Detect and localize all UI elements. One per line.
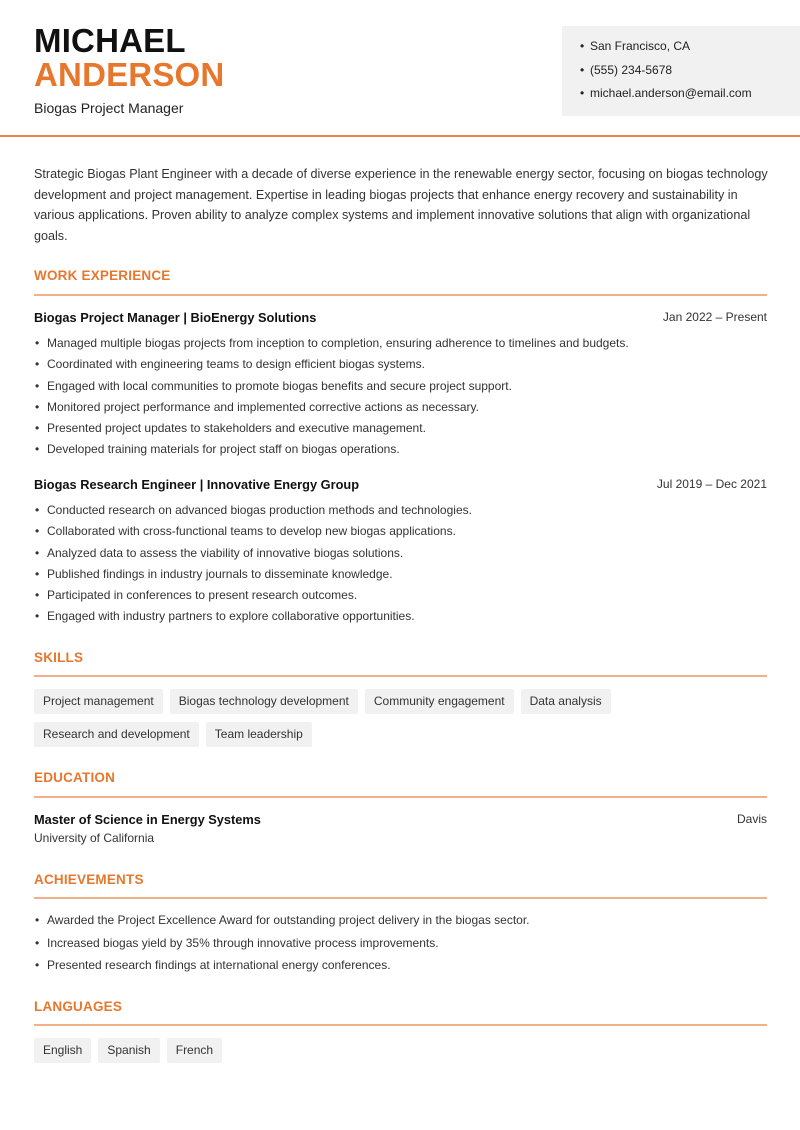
skill-tag: Project management — [34, 689, 163, 714]
job-dates: Jan 2022 – Present — [662, 310, 767, 324]
list-item: • Engaged with industry partners to explore collaborative opportunities. — [34, 609, 767, 630]
section-divider — [34, 294, 767, 296]
list-item: • Collaborated with cross-functional teams to develop new biogas applications. — [34, 524, 767, 545]
list-item: • Participated in conferences to present research outcomes. — [34, 588, 767, 609]
resume-header — [0, 0, 800, 137]
job-role: Biogas Project Manager | BioEnergy Solutions — [34, 310, 317, 325]
section-title-achievements: ACHIEVEMENTS — [34, 872, 144, 887]
section-title-skills: SKILLS — [34, 650, 84, 665]
job-dates: Jul 2019 – Dec 2021 — [656, 477, 767, 491]
list-item: • Analyzed data to assess the viability of innovative biogas solutions. — [34, 546, 767, 567]
job-role: Biogas Research Engineer | Innovative Energy Group — [34, 477, 360, 492]
job-bullets — [34, 336, 767, 464]
section-divider — [34, 1024, 767, 1026]
job-title: Biogas Project Manager — [34, 100, 184, 116]
list-item: • Coordinated with engineering teams to design efficient biogas systems. — [34, 357, 767, 378]
first-name: MICHAEL — [34, 22, 186, 59]
language-tag: English — [34, 1038, 91, 1063]
job-header — [34, 310, 767, 325]
section-divider — [34, 796, 767, 798]
list-item: • Presented project updates to stakeholders and executive management. — [34, 421, 767, 442]
job-header — [34, 477, 767, 492]
language-tag: Spanish — [98, 1038, 159, 1063]
contact-email: • michael.anderson@email.com — [580, 85, 800, 109]
section-title-education: EDUCATION — [34, 770, 116, 785]
section-title-languages: LANGUAGES — [34, 999, 123, 1014]
list-item: • Developed training materials for project staff on biogas operations. — [34, 442, 767, 463]
skill-tag: Team leadership — [206, 722, 312, 747]
list-item: • Published findings in industry journals to disseminate knowledge. — [34, 567, 767, 588]
skill-tag: Community engagement — [365, 689, 514, 714]
skill-tag: Biogas technology development — [170, 689, 358, 714]
list-item: • Increased biogas yield by 35% through innovative process improvements. — [34, 936, 767, 959]
language-tag: French — [167, 1038, 222, 1063]
language-tags — [34, 1038, 774, 1071]
education-location: Davis — [736, 812, 767, 826]
list-item: • Engaged with local communities to promote biogas benefits and secure project support. — [34, 379, 767, 400]
list-item: • Monitored project performance and implemented corrective actions as necessary. — [34, 400, 767, 421]
achievement-bullets — [34, 913, 767, 981]
section-divider — [34, 675, 767, 677]
school-name: University of California — [34, 831, 155, 845]
section-divider — [34, 897, 767, 899]
skill-tag: Data analysis — [521, 689, 611, 714]
skill-tag: Research and development — [34, 722, 199, 747]
education-header — [34, 812, 767, 827]
list-item: • Managed multiple biogas projects from inception to completion, ensuring adherence to timelines and budgets. — [34, 336, 767, 357]
section-title-work: WORK EXPERIENCE — [34, 268, 171, 283]
candidate-name — [34, 24, 224, 92]
contact-panel — [562, 26, 800, 116]
list-item: • Presented research findings at international energy conferences. — [34, 958, 767, 981]
contact-phone: • (555) 234-5678 — [580, 62, 800, 86]
skills-tags — [34, 689, 774, 755]
summary-paragraph: Strategic Biogas Plant Engineer with a decade of diverse experience in the renewable energy sector, focusing on biogas technology development and project management. Expertise in leading biogas projects that enhance energy recovery and sustainability in various applications. Proven ability to analyze complex systems and implement innovative solutions that align with organizational goals. — [34, 167, 768, 243]
list-item: • Conducted research on advanced biogas production methods and technologies. — [34, 503, 767, 524]
degree: Master of Science in Energy Systems — [34, 812, 261, 827]
list-item: • Awarded the Project Excellence Award for outstanding project delivery in the biogas sector. — [34, 913, 767, 936]
contact-location: • San Francisco, CA — [580, 38, 800, 62]
last-name: ANDERSON — [34, 56, 225, 93]
job-bullets — [34, 503, 767, 631]
